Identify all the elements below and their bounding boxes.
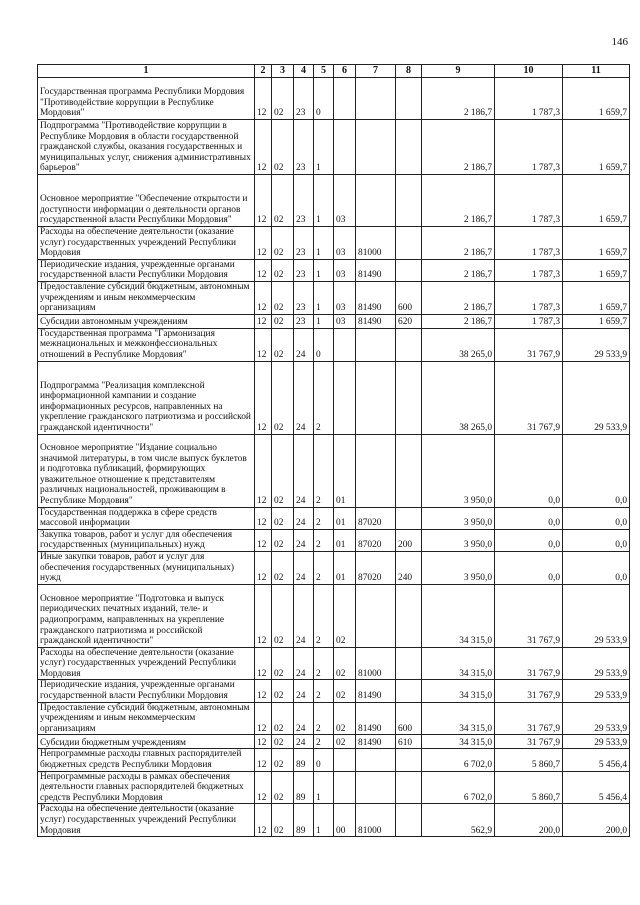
row-name: Непрограммные расходы главных распорядителей бюджетных средств Республики Мордовия — [38, 749, 255, 771]
code-cell: 81490 — [356, 735, 396, 749]
code-cell: 01 — [334, 529, 356, 551]
code-cell: 24 — [294, 702, 314, 735]
code-cell: 03 — [334, 259, 356, 281]
column-header: 11 — [563, 65, 630, 78]
code-cell: 02 — [272, 702, 294, 735]
amount-cell: 5 860,7 — [495, 749, 563, 771]
amount-cell: 6 702,0 — [422, 771, 495, 804]
code-cell: 23 — [294, 281, 314, 314]
code-cell: 02 — [272, 175, 294, 227]
table-row — [38, 551, 630, 584]
code-cell: 2 — [314, 680, 334, 702]
table-row — [38, 647, 630, 680]
code-cell: 23 — [294, 175, 314, 227]
amount-cell: 3 950,0 — [422, 551, 495, 584]
amount-cell: 29 533,9 — [563, 680, 630, 702]
code-cell — [356, 771, 396, 804]
table-row — [38, 120, 630, 175]
amount-cell: 2 186,7 — [422, 281, 495, 314]
code-cell — [396, 647, 422, 680]
table-row — [38, 804, 630, 837]
code-cell: 1 — [314, 227, 334, 260]
code-cell: 2 — [314, 584, 334, 647]
amount-cell: 1 659,7 — [563, 314, 630, 328]
code-cell — [396, 771, 422, 804]
row-name: Расходы на обеспечение деятельности (оказание услуг) государственных учреждений Республики Мордовия — [38, 804, 255, 837]
code-cell: 12 — [255, 735, 272, 749]
code-cell: 23 — [294, 120, 314, 175]
amount-cell: 3 950,0 — [422, 529, 495, 551]
code-cell: 0 — [314, 749, 334, 771]
amount-cell: 1 659,7 — [563, 227, 630, 260]
code-cell — [356, 328, 396, 361]
table-row — [38, 434, 630, 507]
code-cell: 0 — [314, 328, 334, 361]
amount-cell: 1 787,3 — [495, 78, 563, 120]
code-cell: 1 — [314, 259, 334, 281]
code-cell — [396, 507, 422, 529]
amount-cell: 29 533,9 — [563, 702, 630, 735]
code-cell: 0 — [314, 78, 334, 120]
code-cell: 02 — [272, 507, 294, 529]
table-row — [38, 78, 630, 120]
table-row — [38, 328, 630, 361]
row-name: Государственная программа "Гармонизация межнациональных и межконфессиональных отношений в Республике Мордовия" — [38, 328, 255, 361]
code-cell: 2 — [314, 361, 334, 434]
code-cell: 12 — [255, 749, 272, 771]
column-header: 3 — [272, 65, 294, 78]
amount-cell: 0,0 — [563, 551, 630, 584]
code-cell: 12 — [255, 507, 272, 529]
code-cell: 01 — [334, 507, 356, 529]
code-cell: 81000 — [356, 647, 396, 680]
table-row — [38, 771, 630, 804]
code-cell: 200 — [396, 529, 422, 551]
table-row — [38, 361, 630, 434]
row-name: Основное мероприятие "Издание социально значимой литературы, в том числе выпуск буклетов и подготовка публикаций, формирующих уважительное отношение к представителям различных национальностей, проживающим в Республике Мордовия" — [38, 434, 255, 507]
code-cell: 01 — [334, 434, 356, 507]
code-cell: 12 — [255, 529, 272, 551]
row-name: Закупка товаров, работ и услуг для обеспечения государственных (муниципальных) нужд — [38, 529, 255, 551]
code-cell: 24 — [294, 551, 314, 584]
amount-cell: 3 950,0 — [422, 507, 495, 529]
code-cell: 1 — [314, 771, 334, 804]
code-cell: 12 — [255, 328, 272, 361]
code-cell: 2 — [314, 702, 334, 735]
column-header: 2 — [255, 65, 272, 78]
amount-cell: 1 787,3 — [495, 314, 563, 328]
amount-cell: 0,0 — [563, 434, 630, 507]
code-cell: 01 — [334, 551, 356, 584]
amount-cell: 34 315,0 — [422, 647, 495, 680]
amount-cell: 5 860,7 — [495, 771, 563, 804]
amount-cell: 34 315,0 — [422, 584, 495, 647]
code-cell: 12 — [255, 78, 272, 120]
column-header: 5 — [314, 65, 334, 78]
amount-cell: 2 186,7 — [422, 120, 495, 175]
code-cell: 12 — [255, 584, 272, 647]
code-cell: 02 — [272, 680, 294, 702]
amount-cell: 2 186,7 — [422, 227, 495, 260]
amount-cell: 1 787,3 — [495, 120, 563, 175]
code-cell: 03 — [334, 314, 356, 328]
table-row — [38, 314, 630, 328]
code-cell: 12 — [255, 120, 272, 175]
amount-cell: 2 186,7 — [422, 175, 495, 227]
amount-cell: 29 533,9 — [563, 735, 630, 749]
code-cell: 81490 — [356, 281, 396, 314]
amount-cell: 1 659,7 — [563, 78, 630, 120]
code-cell — [396, 78, 422, 120]
code-cell: 02 — [272, 120, 294, 175]
table-row — [38, 735, 630, 749]
table-row — [38, 749, 630, 771]
code-cell: 03 — [334, 227, 356, 260]
column-header: 7 — [356, 65, 396, 78]
code-cell — [396, 328, 422, 361]
code-cell — [334, 771, 356, 804]
amount-cell: 5 456,4 — [563, 771, 630, 804]
row-name: Расходы на обеспечение деятельности (оказание услуг) государственных учреждений Республики Мордовия — [38, 647, 255, 680]
amount-cell: 200,0 — [495, 804, 563, 837]
amount-cell: 31 767,9 — [495, 702, 563, 735]
code-cell: 12 — [255, 227, 272, 260]
amount-cell: 34 315,0 — [422, 702, 495, 735]
code-cell: 02 — [272, 259, 294, 281]
code-cell: 02 — [272, 281, 294, 314]
code-cell: 600 — [396, 281, 422, 314]
code-cell: 81490 — [356, 702, 396, 735]
code-cell: 87020 — [356, 529, 396, 551]
amount-cell: 1 787,3 — [495, 227, 563, 260]
row-name: Государственная поддержка в сфере средств массовой информации — [38, 507, 255, 529]
code-cell: 03 — [334, 175, 356, 227]
code-cell: 1 — [314, 175, 334, 227]
code-cell: 81490 — [356, 680, 396, 702]
row-name: Предоставление субсидий бюджетным, автономным учреждениям и иным некоммерческим организациям — [38, 281, 255, 314]
code-cell: 12 — [255, 771, 272, 804]
code-cell — [396, 680, 422, 702]
amount-cell: 0,0 — [495, 507, 563, 529]
amount-cell: 38 265,0 — [422, 361, 495, 434]
amount-cell: 31 767,9 — [495, 584, 563, 647]
page-number: 146 — [611, 36, 628, 48]
code-cell: 02 — [334, 680, 356, 702]
code-cell: 02 — [272, 328, 294, 361]
row-name: Государственная программа Республики Мордовия "Противодействие коррупции в Республике Мордовия" — [38, 78, 255, 120]
table-row — [38, 227, 630, 260]
code-cell: 24 — [294, 529, 314, 551]
row-name: Расходы на обеспечение деятельности (оказание услуг) государственных учреждений Республики Мордовия — [38, 227, 255, 260]
code-cell — [396, 120, 422, 175]
code-cell — [396, 804, 422, 837]
amount-cell: 29 533,9 — [563, 584, 630, 647]
code-cell: 02 — [272, 529, 294, 551]
column-header: 8 — [396, 65, 422, 78]
code-cell: 2 — [314, 551, 334, 584]
code-cell: 81490 — [356, 314, 396, 328]
table-row — [38, 175, 630, 227]
code-cell: 02 — [272, 771, 294, 804]
code-cell: 23 — [294, 78, 314, 120]
code-cell — [356, 434, 396, 507]
code-cell: 12 — [255, 702, 272, 735]
code-cell: 81490 — [356, 259, 396, 281]
code-cell: 02 — [272, 78, 294, 120]
code-cell: 81000 — [356, 227, 396, 260]
row-name: Непрограммные расходы в рамках обеспечения деятельности главных распорядителей бюджетных средств Республики Мордовия — [38, 771, 255, 804]
table-row — [38, 680, 630, 702]
code-cell — [396, 227, 422, 260]
code-cell: 87020 — [356, 551, 396, 584]
code-cell: 12 — [255, 259, 272, 281]
amount-cell: 0,0 — [495, 551, 563, 584]
code-cell: 600 — [396, 702, 422, 735]
code-cell: 610 — [396, 735, 422, 749]
amount-cell: 29 533,9 — [563, 328, 630, 361]
code-cell: 2 — [314, 434, 334, 507]
column-header: 4 — [294, 65, 314, 78]
code-cell: 02 — [272, 584, 294, 647]
column-header: 9 — [422, 65, 495, 78]
code-cell: 24 — [294, 328, 314, 361]
code-cell: 23 — [294, 227, 314, 260]
budget-table — [37, 64, 630, 837]
code-cell: 02 — [334, 702, 356, 735]
code-cell: 2 — [314, 647, 334, 680]
code-cell — [396, 434, 422, 507]
code-cell — [396, 361, 422, 434]
code-cell: 12 — [255, 314, 272, 328]
code-cell: 2 — [314, 507, 334, 529]
column-header: 1 — [38, 65, 255, 78]
code-cell: 02 — [272, 551, 294, 584]
amount-cell: 562,9 — [422, 804, 495, 837]
amount-cell: 1 787,3 — [495, 281, 563, 314]
code-cell — [356, 78, 396, 120]
amount-cell: 34 315,0 — [422, 680, 495, 702]
amount-cell: 2 186,7 — [422, 314, 495, 328]
code-cell — [356, 584, 396, 647]
code-cell: 240 — [396, 551, 422, 584]
amount-cell: 0,0 — [495, 529, 563, 551]
code-cell: 24 — [294, 584, 314, 647]
code-cell: 2 — [314, 529, 334, 551]
amount-cell: 1 659,7 — [563, 175, 630, 227]
code-cell: 12 — [255, 551, 272, 584]
code-cell: 23 — [294, 314, 314, 328]
code-cell — [396, 259, 422, 281]
amount-cell: 6 702,0 — [422, 749, 495, 771]
amount-cell: 1 787,3 — [495, 259, 563, 281]
table-row — [38, 259, 630, 281]
row-name: Субсидии автономным учреждениям — [38, 314, 255, 328]
amount-cell: 0,0 — [563, 529, 630, 551]
amount-cell: 0,0 — [495, 434, 563, 507]
row-name: Периодические издания, учрежденные органами государственной власти Республики Мордовия — [38, 680, 255, 702]
code-cell: 1 — [314, 281, 334, 314]
code-cell: 24 — [294, 434, 314, 507]
code-cell: 12 — [255, 361, 272, 434]
row-name: Основное мероприятие "Обеспечение открытости и доступности информации о деятельности органов государственной власти Республики Мордовия" — [38, 175, 255, 227]
code-cell: 1 — [314, 804, 334, 837]
amount-cell: 2 186,7 — [422, 259, 495, 281]
code-cell: 87020 — [356, 507, 396, 529]
row-name: Предоставление субсидий бюджетным, автономным учреждениям и иным некоммерческим организациям — [38, 702, 255, 735]
code-cell: 02 — [272, 227, 294, 260]
amount-cell: 31 767,9 — [495, 680, 563, 702]
code-cell — [334, 361, 356, 434]
amount-cell: 0,0 — [563, 507, 630, 529]
amount-cell: 31 767,9 — [495, 328, 563, 361]
row-name: Основное мероприятие "Подготовка и выпуск периодических печатных изданий, теле- и радиопрограмм, направленных на укрепление гражданского патриотизма и российской гражданской идентичности" — [38, 584, 255, 647]
column-header: 10 — [495, 65, 563, 78]
code-cell: 02 — [272, 804, 294, 837]
code-cell: 23 — [294, 259, 314, 281]
code-cell — [334, 328, 356, 361]
code-cell — [356, 175, 396, 227]
amount-cell: 31 767,9 — [495, 735, 563, 749]
code-cell: 03 — [334, 281, 356, 314]
code-cell: 2 — [314, 735, 334, 749]
amount-cell: 31 767,9 — [495, 647, 563, 680]
code-cell: 12 — [255, 281, 272, 314]
code-cell — [334, 749, 356, 771]
code-cell: 02 — [272, 749, 294, 771]
code-cell: 02 — [334, 647, 356, 680]
amount-cell: 29 533,9 — [563, 361, 630, 434]
amount-cell: 1 659,7 — [563, 259, 630, 281]
amount-cell: 3 950,0 — [422, 434, 495, 507]
code-cell: 00 — [334, 804, 356, 837]
code-cell: 1 — [314, 120, 334, 175]
code-cell — [396, 749, 422, 771]
column-header: 6 — [334, 65, 356, 78]
table-row — [38, 702, 630, 735]
amount-cell: 29 533,9 — [563, 647, 630, 680]
code-cell: 24 — [294, 647, 314, 680]
amount-cell: 31 767,9 — [495, 361, 563, 434]
code-cell: 81000 — [356, 804, 396, 837]
amount-cell: 1 787,3 — [495, 175, 563, 227]
code-cell: 620 — [396, 314, 422, 328]
code-cell: 12 — [255, 680, 272, 702]
amount-cell: 1 659,7 — [563, 120, 630, 175]
code-cell — [396, 175, 422, 227]
code-cell: 24 — [294, 735, 314, 749]
code-cell: 89 — [294, 771, 314, 804]
code-cell: 02 — [334, 584, 356, 647]
code-cell: 89 — [294, 804, 314, 837]
table-row — [38, 281, 630, 314]
table-row — [38, 529, 630, 551]
amount-cell: 38 265,0 — [422, 328, 495, 361]
table-row — [38, 507, 630, 529]
code-cell: 12 — [255, 647, 272, 680]
code-cell — [356, 361, 396, 434]
table-body — [38, 78, 630, 837]
row-name: Иные закупки товаров, работ и услуг для обеспечения государственных (муниципальных) нужд — [38, 551, 255, 584]
code-cell: 24 — [294, 680, 314, 702]
code-cell: 02 — [272, 735, 294, 749]
row-name: Подпрограмма "Противодействие коррупции в Республике Мордовия в области государственной гражданской службы, оказания государственных и муниципальных услуг, снижения административных барьеров" — [38, 120, 255, 175]
code-cell: 24 — [294, 507, 314, 529]
code-cell — [356, 120, 396, 175]
code-cell: 02 — [272, 314, 294, 328]
code-cell: 02 — [272, 647, 294, 680]
code-cell — [396, 584, 422, 647]
code-cell: 24 — [294, 361, 314, 434]
amount-cell: 2 186,7 — [422, 78, 495, 120]
amount-cell: 5 456,4 — [563, 749, 630, 771]
amount-cell: 200,0 — [563, 804, 630, 837]
row-name: Субсидии бюджетным учреждениям — [38, 735, 255, 749]
code-cell: 02 — [334, 735, 356, 749]
row-name: Периодические издания, учрежденные органами государственной власти Республики Мордовия — [38, 259, 255, 281]
code-cell: 02 — [272, 361, 294, 434]
amount-cell: 1 659,7 — [563, 281, 630, 314]
code-cell — [356, 749, 396, 771]
code-cell: 1 — [314, 314, 334, 328]
code-cell: 89 — [294, 749, 314, 771]
code-cell: 12 — [255, 804, 272, 837]
code-cell: 02 — [272, 434, 294, 507]
header-row — [38, 65, 630, 78]
amount-cell: 34 315,0 — [422, 735, 495, 749]
code-cell — [334, 120, 356, 175]
code-cell: 12 — [255, 175, 272, 227]
code-cell — [334, 78, 356, 120]
table-row — [38, 584, 630, 647]
row-name: Подпрограмма "Реализация комплексной информационной кампании и создание информационных ресурсов, направленных на укрепление гражданского патриотизма и российской гражданской идентичности" — [38, 361, 255, 434]
code-cell: 12 — [255, 434, 272, 507]
